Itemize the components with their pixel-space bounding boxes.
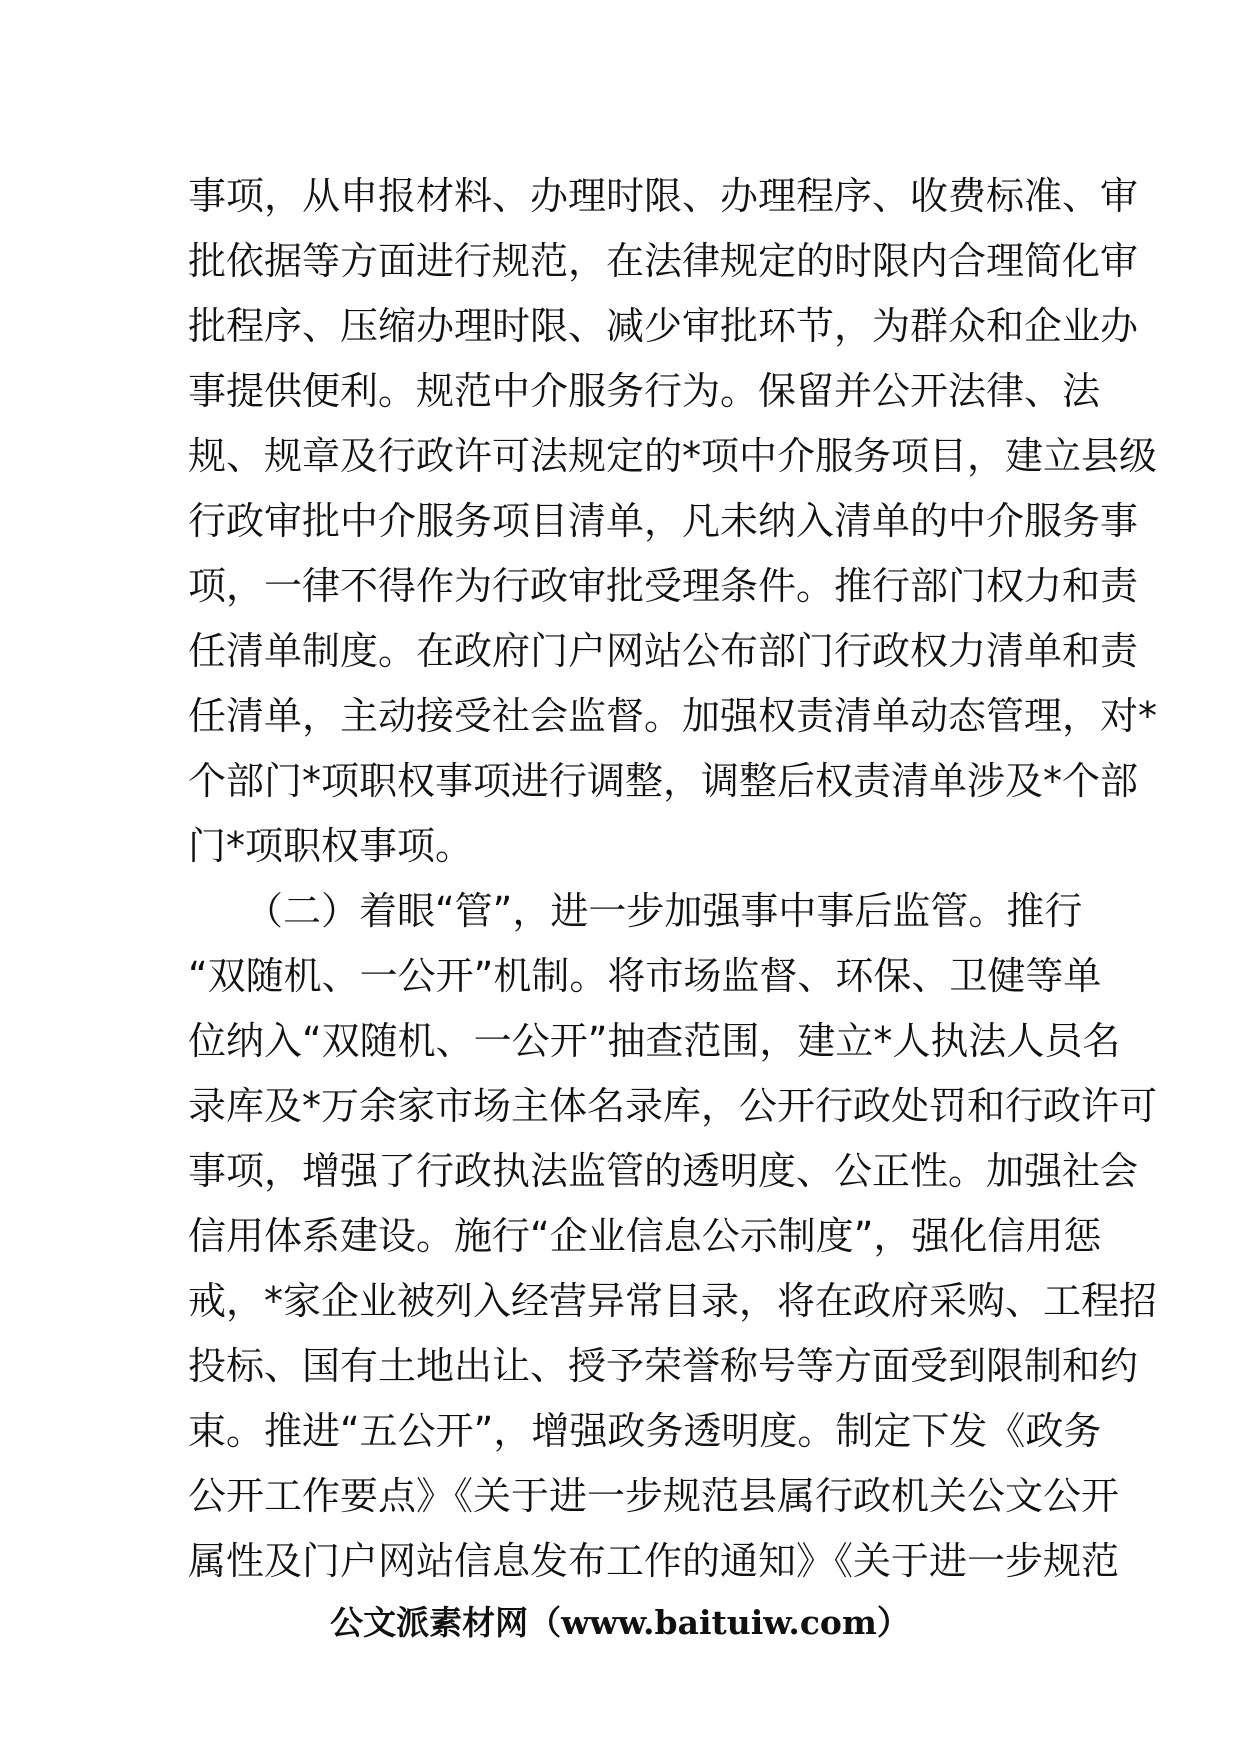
- text-line: 录库及*万余家市场主体名录库，公开行政处罚和行政许可: [188, 1084, 1158, 1128]
- text-line: 属性及门户网站信息发布工作的通知》《关于进一步规范: [188, 1539, 1120, 1583]
- text-line: 公开工作要点》《关于进一步规范县属行政机关公文公开: [188, 1474, 1120, 1518]
- text-line: 任清单制度。在政府门户网站公布部门行政权力清单和责: [188, 629, 1139, 673]
- text-line: 戒，*家企业被列入经营异常目录，将在政府采购、工程招: [188, 1279, 1158, 1323]
- text-line: 事项，从申报材料、办理时限、办理程序、收费标准、审: [188, 174, 1139, 218]
- text-line: 投标、国有土地出让、授予荣誉称号等方面受到限制和约: [188, 1344, 1139, 1388]
- text-line: “双随机、一公开”机制。将市场监督、环保、卫健等单: [188, 954, 1102, 998]
- text-line: 门*项职权事项。: [188, 824, 474, 868]
- text-line: 项，一律不得作为行政审批受理条件。推行部门权力和责: [188, 564, 1139, 608]
- text-line: 信用体系建设。施行“企业信息公示制度”，强化信用惩: [188, 1214, 1102, 1258]
- section-heading-line: （二）着眼“管”，进一步加强事中事后监管。推行: [188, 889, 1083, 933]
- text-line: 个部门*项职权事项进行调整，调整后权责清单涉及*个部: [188, 759, 1139, 803]
- text-line: 任清单，主动接受社会监督。加强权责清单动态管理，对*: [188, 694, 1158, 738]
- text-line: 束。推进“五公开”，增强政务透明度。制定下发《政务: [188, 1409, 1102, 1453]
- text-line: 行政审批中介服务项目清单，凡未纳入清单的中介服务事: [188, 499, 1139, 543]
- body-text: [188, 164, 1158, 1594]
- text-line: 事提供便利。规范中介服务行为。保留并公开法律、法: [188, 369, 1101, 413]
- footer-watermark: 公文派素材网（www.baituiw.com）: [330, 1603, 910, 1642]
- text-line: 批依据等方面进行规范，在法律规定的时限内合理简化审: [188, 239, 1139, 283]
- text-line: 事项，增强了行政执法监管的透明度、公正性。加强社会: [188, 1149, 1139, 1193]
- text-line: 位纳入“双随机、一公开”抽查范围，建立*人执法人员名: [188, 1019, 1121, 1063]
- text-line: 批程序、压缩办理时限、减少审批环节，为群众和企业办: [188, 304, 1139, 348]
- text-line: 规、规章及行政许可法规定的*项中介服务项目，建立县级: [188, 434, 1158, 478]
